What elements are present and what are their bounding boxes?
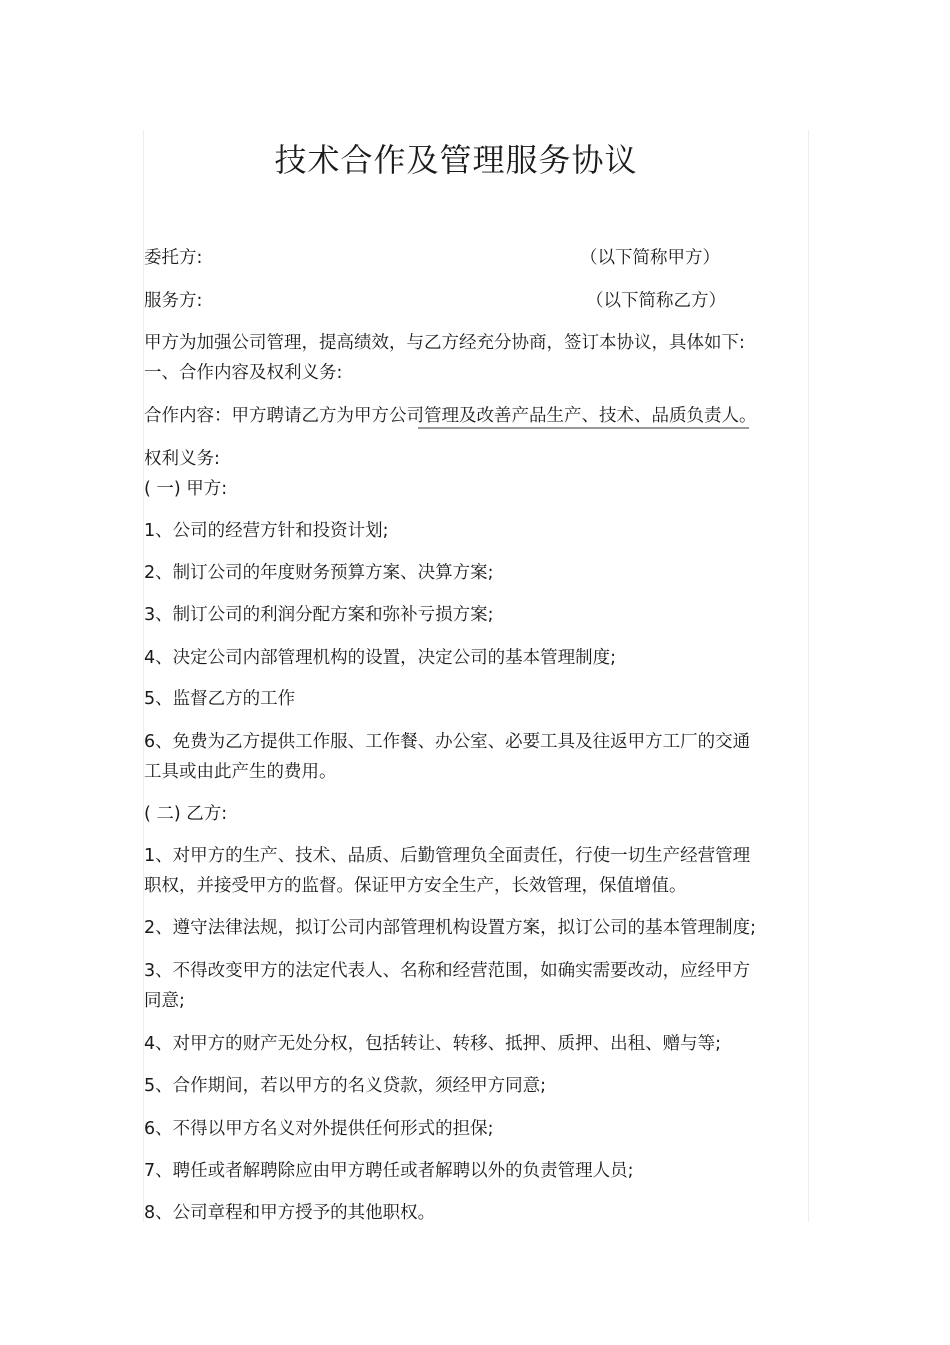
provider-note: （以下简称乙方） [586,291,726,311]
party-b-item: 职权，并接受甲方的监督。保证甲方安全生产，长效管理，保值增值。 [144,876,687,896]
party-b-item: 2、遵守法律法规，拟订公司内部管理机构设置方案，拟订公司的基本管理制度; [144,918,757,938]
document-title: 技术合作及管理服务协议 [274,141,638,179]
party-b-heading: ( 二) 乙方: [144,804,228,824]
underline-mark [418,427,749,429]
client-label: 委托方: [144,248,203,268]
party-b-item: 3、不得改变甲方的法定代表人、名称和经营范围，如确实需要改动，应经甲方 [144,961,751,981]
party-a-item: 5、监督乙方的工作 [144,689,296,709]
party-a-item: 4、决定公司内部管理机构的设置，决定公司的基本管理制度; [144,648,617,668]
party-a-item: 6、免费为乙方提供工作服、工作餐、办公室、必要工具及往返甲方工厂的交通 [144,732,751,752]
party-b-item: 4、对甲方的财产无处分权，包括转让、转移、抵押、质押、出租、赠与等; [144,1034,722,1054]
party-b-item: 同意; [144,991,185,1011]
party-b-item: 6、不得以甲方名义对外提供任何形式的担保; [144,1119,494,1139]
party-b-item: 5、合作期间，若以甲方的名义贷款，须经甲方同意; [144,1076,547,1096]
party-a-heading: ( 一) 甲方: [144,479,228,499]
party-a-item: 1、公司的经营方针和投资计划; [144,521,389,541]
rights-heading: 权利义务: [144,449,220,469]
party-a-item: 工具或由此产生的费用。 [144,762,337,782]
preamble-text: 甲方为加强公司管理，提高绩效，与乙方经充分协商，签订本协议，具体如下: [144,333,745,353]
party-b-item: 1、对甲方的生产、技术、品质、后勤管理负全面责任，行使一切生产经营管理 [144,846,751,866]
party-a-item: 2、制订公司的年度财务预算方案、决算方案; [144,563,494,583]
party-b-item: 7、聘任或者解聘除应由甲方聘任或者解聘以外的负责管理人员; [144,1161,634,1181]
provider-label: 服务方: [144,291,203,311]
party-a-item: 3、制订公司的利润分配方案和弥补亏损方案; [144,605,494,625]
party-b-item: 8、公司章程和甲方授予的其他职权。 [144,1203,436,1223]
section-heading: 一、合作内容及权利义务: [144,363,343,383]
client-note: （以下简称甲方） [580,248,720,268]
cooperation-content: 合作内容：甲方聘请乙方为甲方公司管理及改善产品生产、技术、品质负责人。 [144,406,757,426]
